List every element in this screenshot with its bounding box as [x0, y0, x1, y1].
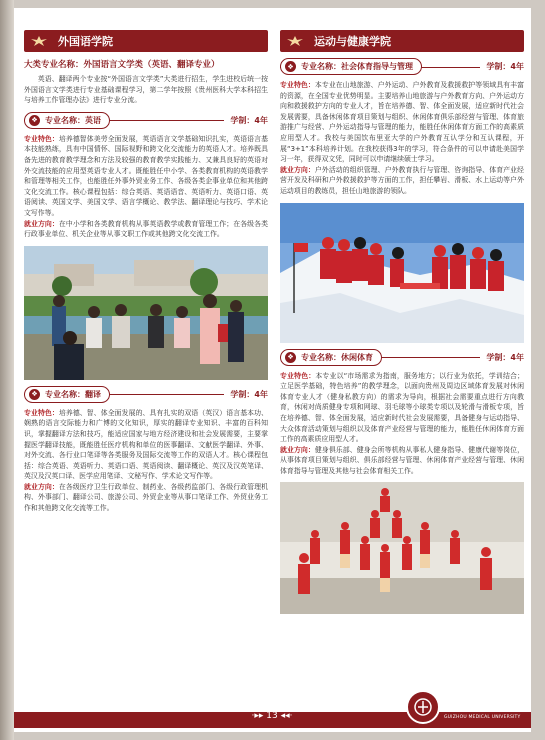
college-foreign-languages	[24, 30, 268, 514]
major-duration: 学制：4年	[224, 115, 268, 126]
major-employment: 就业方向：户外活动的组织管理、户外教育执行与管理、咨询指导、体育产业经营开发及科研和户外救援救护等方面的工作，担任攀岩、滑板、水上运动等户外运动项目的教练员，担任山地旅游的领队。	[280, 165, 525, 195]
college-banner	[280, 30, 524, 52]
college-sports-health	[280, 30, 524, 620]
major-header-social-sports	[280, 58, 524, 75]
major-duration: 学制：4年	[224, 389, 268, 400]
major-feature: 专业特色：本专业以“市场需求为指南，服务地方；以行业为依托，学训结合；立足医学基础，特色培养”的教学理念，以面向贵州及周边区域体育发展对休闲体育专业人才（健身私教方向）的需求为导向，根据社会需要重点进行方向教育，休闲对尚质健身专项和网球、羽毛球等小球类专项以及轮滑与滑板专项，旨在培养德、智、体全面发展，适应新时代社会发展需要，具备健身与运动指导、大众体育活动策划与组织以及体育产业经营与管理的能力，能胜任休闲体育方面工作的高素质应用型人才。	[280, 371, 524, 444]
major-duration: 学制：4年	[480, 352, 524, 363]
major-feature: 专业特色：培养德智体美劳全面发展，英语语言文学基础知识扎实，英语语言基本技能熟练，具有中国情怀、国际视野和跨文化交流能力的英语人才。培养既具备先进的教育教学理念和方法及较强的教育教学实践能力、又兼具良好的英语对外交流技能的应用型英语专业人才。既能胜任中小学、各类教育机构的英语教学和管理等相关工作，也能胜任外事外贸业务工作、各级各类企事业单位和其他跨文化交流工作。核心课程包括：综合英语、英语语音、英语听力、英语口语、英语阅读、英国文学、美国文学、语言学概论、教学法、翻译理论与技巧、学术论文写作等。	[24, 134, 269, 217]
college-title: 运动与健康学院	[314, 35, 391, 48]
major-feature: 专业特色：培养德、智、体全面发展的、具有扎实的双语（英汉）语言基本功、娴熟的语言交际能力和广博的文化知识，厚实的翻译专业知识、丰富的百科知识，掌握翻译方法和技巧，能适应国家与地方经济建设和社会发展需要，主要掌握医学翻译技能，既能胜任医疗机构和单位的医事翻译、文献医学翻译、外事、对外交流、各行业口笔译等各类服务及国际交流等工作的双语人才。核心课程包括：综合英语、英语听力、英语口语、英语阅读、翻译概论、英汉及汉英笔译、英汉及汉英口译、医学应用笔译、文秘写作、学术论文写作等。	[24, 408, 269, 481]
university-logo	[406, 690, 440, 724]
photo-mountain-climbers	[280, 203, 524, 343]
major-name: 专业名称：社会体育指导与管理	[301, 62, 413, 71]
major-feature: 专业特色：本专业在山地旅游、户外运动、户外教育及救援救护等领域具有丰富的资源，在全国专业优势明显。主要培养山地旅游与户外教育方向、户外运动方向和救援救护方向的专业人才，旨在培养德、智、体全面发展，适应新时代社会发展需要，具备休闲体育项目策划与组织、休闲体育俱乐部经营与管理、体育旅游推广与经营、户外运动指导与管理的能力，能胜任休闲体育方面工作的高素质应用型人才。我校与美国饮布里亚大学的户外教育互认学分和互认课程，开展“3+1”本科培养计划。在我校获得3年的学习，符合条件的可以申请赴美国学习一年，获得双文凭，同时可以申请继续硕士学习。	[280, 81, 525, 164]
major-employment: 就业方向：健身俱乐部、健身会所等机构从事私人健身指导、健康代谢等岗位，从事体育项目策划与组织、俱乐部经营与管理、休闲体育产业经营与管理、休闲体育指导与管理及其他与社会体育相关工作。	[280, 445, 525, 475]
bullet-icon: ❖	[285, 352, 296, 363]
book-spine	[0, 0, 14, 740]
bullet-icon: ❖	[285, 61, 296, 72]
emblem-icon	[280, 35, 310, 47]
bullet-icon: ❖	[29, 115, 40, 126]
college-title: 外国语学院	[58, 35, 113, 48]
major-header-english	[24, 112, 268, 129]
major-employment: 就业方向：在各级医疗卫生行政单位、制药业、各级药监部门、各级行政管理机构、外事部门、翻译公司、旅游公司、外贸企业等从事口笔译工作、外贸业务工作和其他跨文化交流等工作。	[24, 482, 269, 513]
major-header-leisure-sports	[280, 349, 524, 366]
major-name: 专业名称：休闲体育	[301, 352, 373, 362]
major-header-translation	[24, 386, 268, 403]
university-name-en: GUIZHOU MEDICAL UNIVERSITY	[444, 715, 521, 720]
major-category: 大类专业名称：外国语言文学类（英语、翻译专业）	[24, 60, 220, 70]
emblem-icon	[24, 35, 54, 47]
major-duration: 学制：4年	[480, 61, 524, 72]
bullet-icon: ❖	[29, 389, 40, 400]
college-banner	[24, 30, 268, 52]
photo-cheerleading-performance	[280, 482, 524, 614]
page-number: ·▸▸ 13 ◂◂·	[251, 711, 293, 721]
major-name: 专业名称：英语	[45, 115, 101, 125]
major-employment: 就业方向：在中小学和各类教育机构从事英语教学或教育管理工作；在各级各类行政事业单位、机关企业等从事文职工作或其他跨文化交流工作。	[24, 219, 269, 239]
photo-outdoor-discussion	[24, 246, 268, 380]
category-intro: 英语、翻译两个专业按“外国语言文学类”大类进行招生，学生进校后统一按外国语言文学类进行专业基础课程学习，第二学年按照《贵州医科大学本科招生与培养工作管理办法》进行专业分流。	[24, 75, 268, 105]
major-name: 专业名称：翻译	[45, 389, 101, 399]
university-name-cn: 贵州医科大学	[444, 699, 517, 713]
